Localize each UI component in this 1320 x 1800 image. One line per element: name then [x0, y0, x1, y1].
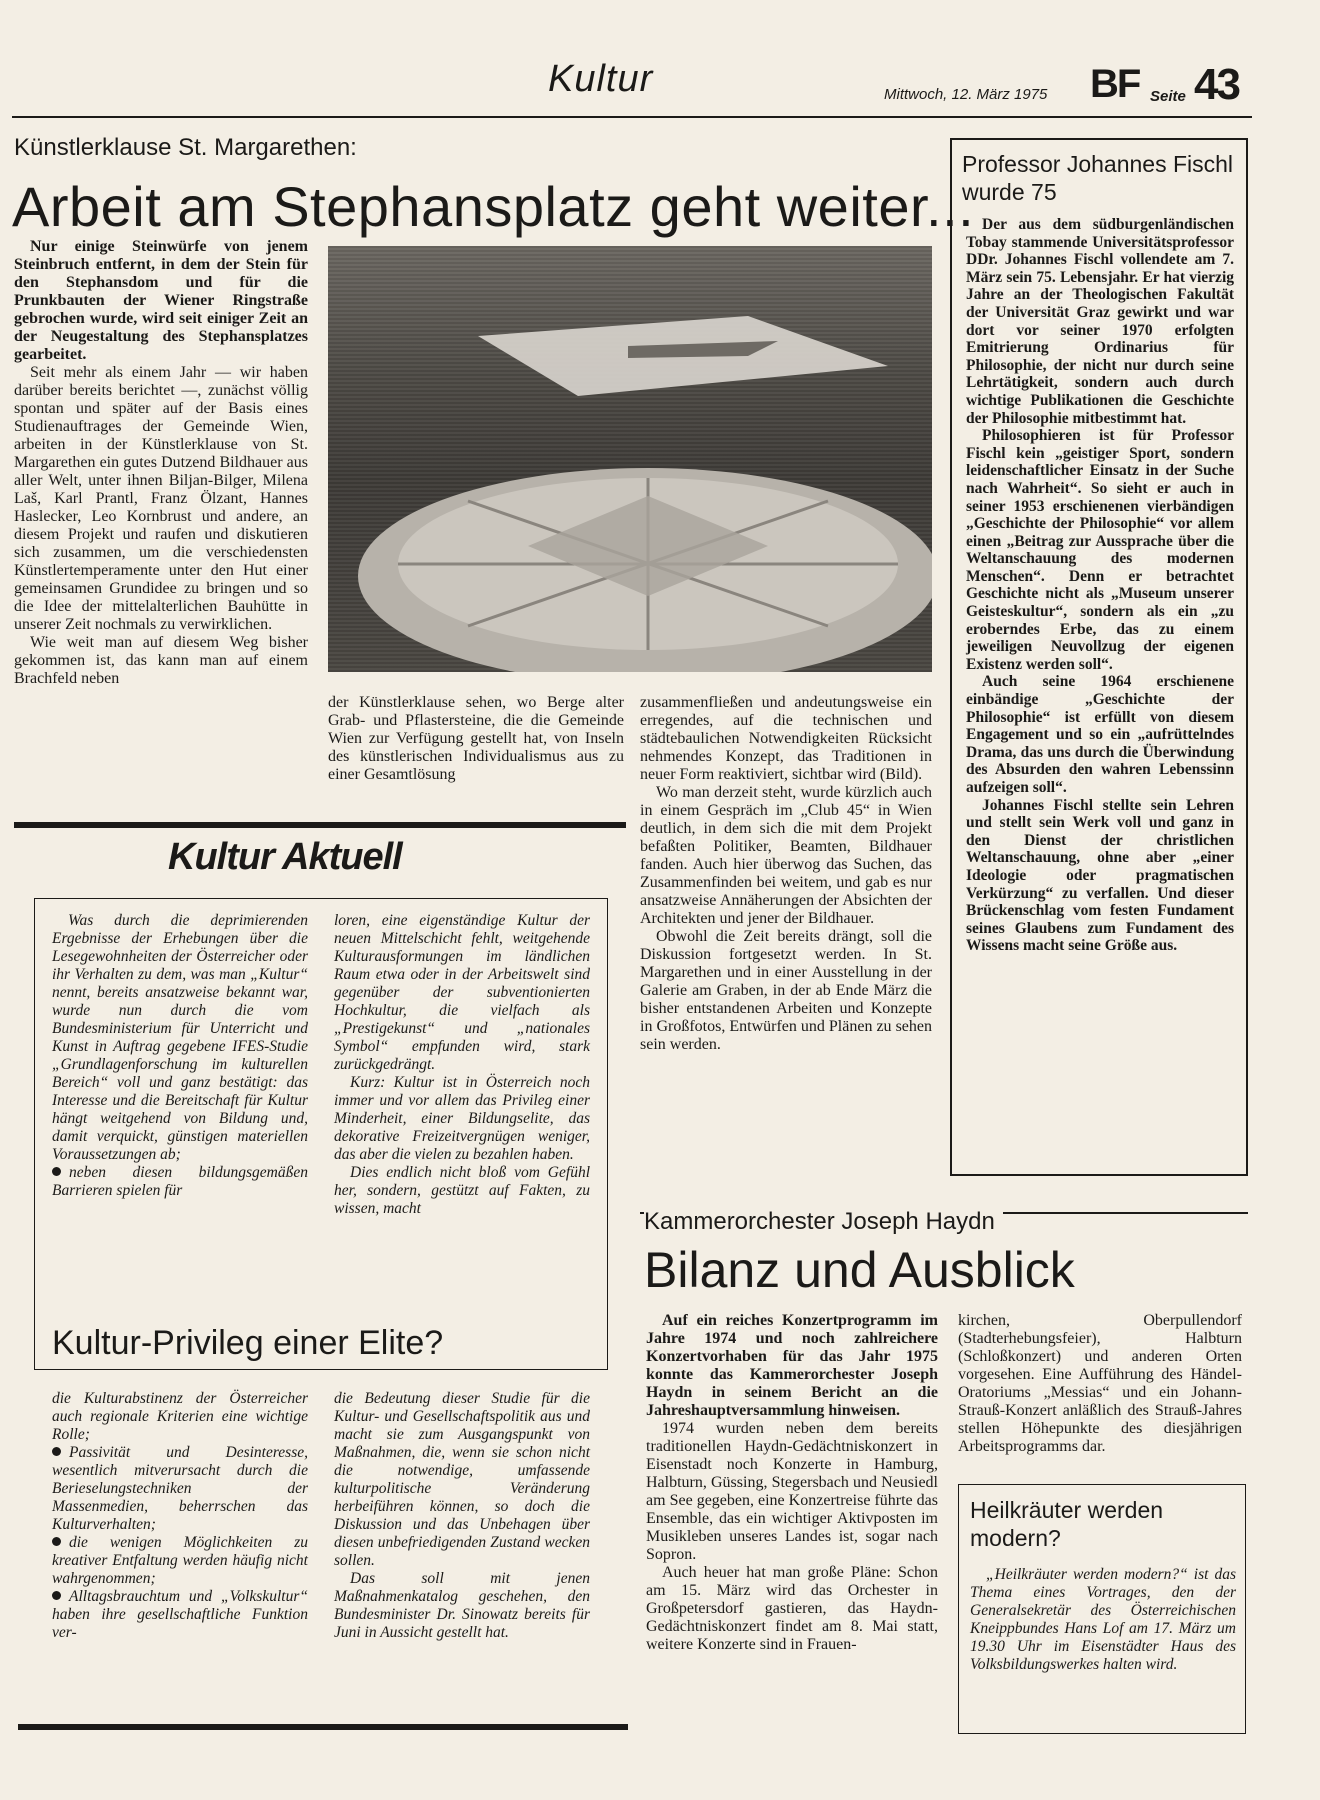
section-title: Kultur — [548, 58, 654, 100]
main-paragraph: Wo man derzeit steht, wurde kürzlich auch in einem Gespräch im „Club 45“ in Wien deutlich, in dem sich die mit dem Projekt befaßten Politiker, Beamten, Bildhauer fanden. Auch hier überwog das Suchen, das Zusammenfinden bei weitem, und gab es nur ansatzweise Annäherungen der Absichten der Architekten und jener der Bildhauer. — [640, 784, 932, 927]
masthead-rule — [12, 116, 1252, 118]
haydn-paragraph: 1974 wurden neben dem bereits traditionellen Haydn-Gedächtniskonzert in Eisenstadt noch Konzerte in Hamburg, Halbturn, Güssing, Stegersbach und Neusiedl am See gegeben, eine Konzertreise führte das Ensemble, das ein wichtiger Aktivposten im Musikleben unseres Landes ist, sogar nach Sopron. — [646, 1420, 938, 1563]
kultur-privileg-col1 — [52, 1390, 308, 1642]
heilkraeuter-title: Heilkräuter werden modern? — [970, 1497, 1164, 1551]
kultur-aktuell-paragraph: Was durch die deprimierenden Ergebnisse der Erhebungen über die Lesegewohnheiten der Österreicher oder ihr Verhalten zu dem, was man „Kultur“ nennt, bereits ansatzweise bekannt war, wurde nun durch die vom Bundesministerium für Unterricht und Kunst in Auftrag gegebene IFES-Studie „Grundlagenforschung im kulturellen Bereich“ voll und ganz bestätigt: das Interesse und die Bereitschaft für Kultur hängt weitgehend von Bildung und, damit verquickt, günstigen materiellen Voraussetzungen ab; — [52, 912, 308, 1163]
kultur-privileg-heading: Kultur-Privileg einer Elite? — [48, 1324, 447, 1363]
kultur-aktuell-rule — [14, 822, 626, 828]
main-headline: Arbeit am Stephansplatz geht weiter... — [12, 175, 975, 238]
kultur-privileg-bullet: die wenigen Möglichkeiten zu kreativer Entfaltung werden häufig nicht wahrgenommen; — [52, 1534, 308, 1587]
heilkraeuter-text-block — [970, 1566, 1236, 1674]
fischl-text — [966, 216, 1234, 955]
kultur-aktuell-col1 — [52, 912, 308, 1200]
fischl-paragraph: Johannes Fischl stellte sein Lehren und stellt sein Werk voll und ganz in den Dienst der christlichen Weltanschauung, ohne aber „einer Ideologie oder pragmatischen Verkürzung“ zu verfallen. Und dieser Brückenschlag vom festen Fundament seines Glaubens zum Fundament des Wissens macht seine Größe aus. — [966, 796, 1234, 955]
bottom-rule — [18, 1724, 628, 1730]
kultur-privileg-bullet: Passivität und Desinteresse, wesentlich mitverursacht durch die Berieselungstechniken der Massenmedien, beherrschen das Kulturverhalten; — [52, 1444, 308, 1533]
haydn-col1 — [646, 1312, 938, 1654]
main-paragraph: Seit mehr als einem Jahr — wir haben darüber bereits berichtet —, zunächst völlig spontan und später auf der Basis eines Studienauftrages der Gemeinde Wien, arbeiten in der Künstlerklause von St. Margarethen ein gutes Dutzend Bildhauer aus aller Welt, unter ihnen Biljan-Bilger, Milena Laš, Karl Prantl, Franz Ölzant, Hannes Haslecker, Leo Kornbrust und andere, an diesem Projekt und raufen und diskutieren sich zusammen, um die verschiedensten Künstlertemperamente unter den Hut einer gemeinsamen Grundidee zu bringen und so die Idee der mittelalterlichen Bauhütte in unserer Zeit nochmals zu verwirklichen. — [14, 364, 308, 633]
bullet-icon — [52, 1537, 61, 1546]
haydn-col2 — [958, 1312, 1242, 1456]
main-paragraph: Obwohl die Zeit bereits drängt, soll die Diskussion fortgesetzt werden. In St. Margarethen und in einer Ausstellung in der Galerie am Graben, in der ab Ende März die bisher entstandenen Arbeiten und Konzepte in Großfotos, Entwürfen und Plänen zu sehen sein werden. — [640, 928, 932, 1053]
haydn-paragraph: Auch heuer hat man große Pläne: Schon am 15. März wird das Orchester in Großpetersdorf gastieren, das Haydn-Gedächtniskonzert findet am 8. Mai statt, weitere Konzerte sind in Frauen- — [646, 1564, 938, 1653]
haydn-headline: Bilanz und Ausblick — [644, 1242, 1075, 1298]
kultur-aktuell-paragraph: Kurz: Kultur ist in Österreich noch immer und vor allem das Privileg einer Minderheit, einer Bildungselite, das dekorative Freizeitvergnügen weniger, das aber die vielen zu bezahlen haben. — [334, 1074, 590, 1163]
main-article-col2 — [328, 694, 624, 784]
stone-circle-illustration — [328, 246, 932, 672]
kultur-aktuell-col2 — [334, 912, 590, 1218]
main-paragraph: zusammenfließen und andeutungsweise ein erregendes, auf die technischen und städtebaulichen Notwendigkeiten Rücksicht nehmendes Konzept, das Traditionen in neuer Form reaktiviert, sichtbar wird (Bild). — [640, 694, 932, 783]
kultur-privileg-paragraph: Das soll mit jenen Maßnahmenkatalog geschehen, den Bundesminister Dr. Sinowatz bereits für Juni in Aussicht gestellt hat. — [334, 1570, 590, 1641]
fischl-title: Professor Johannes Fischl wurde 75 — [962, 151, 1234, 205]
fischl-paragraph: Philosophieren ist für Professor Fischl kein „geistiger Sport, sondern leidenschaftlicher Einsatz in der Suche nach Wahrheit“. So sieht er auch in seiner 1953 erschienenen vierbändigen „Geschichte der Philosophie“ vor allem einen „Beitrag zur Aussprache über die Weltanschauung des modernen Menschen“. Denn er betrachtet Geschichte nicht als „Museum unserer Geisteskultur“, sondern als ein „zu eroberndes Erbe, das zu einem jeweiligen Neuvollzug der eigenen Existenz werden soll“. — [966, 427, 1234, 673]
kultur-aktuell-paragraph: loren, eine eigenständige Kultur der neuen Mittelschicht fehlt, weitgehende Kulturausformungen im ländlichen Raum etwa oder in der Arbeitswelt sind gegenüber der subventionierten Hochkultur, die vielfach als „Prestigekunst“ und „nationales Symbol“ empfunden wird, stark zurückgedrängt. — [334, 912, 590, 1073]
main-paragraph: Wie weit man auf diesem Weg bisher gekommen ist, das kann man auf einem Brachfeld neben — [14, 634, 308, 687]
bullet-icon — [52, 1167, 61, 1176]
issue-date: Mittwoch, 12. März 1975 — [884, 86, 1048, 103]
stone-pavement-photo — [328, 246, 932, 672]
haydn-lead: Auf ein reiches Konzertprogramm im Jahre 1974 und noch zahlreichere Konzertvorhaben für das Jahr 1975 konnte das Kammerorchester Joseph Haydn in seinem Bericht an die Jahreshauptversammlung hinweisen. — [646, 1312, 938, 1419]
kultur-privileg-col2 — [334, 1390, 590, 1642]
fischl-paragraph: Der aus dem südburgenländischen Tobay stammende Universitätsprofessor DDr. Johannes Fischl vollendete am 7. März sein 75. Lebensjahr. Er hat vierzig Jahre an der Theologischen Fakultät der Universität Graz gewirkt und war dort vor seiner 1970 erfolgten Emitrierung Ordinarius für Philosophie, der nicht nur durch seine Lehrtätigkeit, sondern auch durch wichtige Publikationen die Geschichte der Philosophie mitbestimmt hat. — [966, 216, 1234, 427]
haydn-kicker: Kammerorchester Joseph Haydn — [644, 1208, 1003, 1236]
kultur-privileg-paragraph: die Kulturabstinenz der Österreicher auch regionale Kriterien eine wichtige Rolle; — [52, 1390, 308, 1443]
kultur-aktuell-bullet: neben diesen bildungsgemäßen Barrieren spielen für — [52, 1164, 308, 1199]
main-lead: Nur einige Steinwürfe von jenem Steinbruch entfernt, in dem der Stein für den Stephansdom und für die Prunkbauten der Wiener Ringstraße gebrochen wurde, wird seit einiger Zeit an der Neugestaltung des Stephansplatzes gearbeitet. — [14, 238, 308, 363]
kultur-aktuell-paragraph: Dies endlich nicht bloß vom Gefühl her, sondern, gestützt auf Fakten, zu wissen, macht — [334, 1164, 590, 1217]
page-number: 43 — [1194, 60, 1239, 109]
heilkraeuter-text: „Heilkräuter werden modern?“ ist das Thema eines Vortrages, den der Generalsekretär des Österreichischen Kneippbundes Hans Lof am 17. März um 19.30 Uhr im Eisenstädter Haus des Volksbildungswerkes halten wird. — [970, 1566, 1236, 1673]
bullet-icon — [52, 1447, 61, 1456]
bullet-icon — [52, 1591, 61, 1600]
main-kicker: Künstlerklause St. Margarethen: — [14, 134, 357, 161]
page-label: Seite — [1150, 88, 1186, 105]
main-article-col1 — [14, 238, 308, 688]
main-paragraph: der Künstlerklause sehen, wo Berge alter Grab- und Pflastersteine, die die Gemeinde Wien zur Verfügung gestellt hat, von Inseln des künstlerischen Individualismus aus zu einer Gesamtlösung — [328, 694, 624, 783]
haydn-paragraph: kirchen, Oberpullendorf (Stadterhebungsfeier), Halbturn (Schloßkonzert) und anderen Orten vorgesehen. Eine Aufführung des Händel-Oratoriums „Messias“ und ein Johann-Strauß-Konzert anläßlich des Strauß-Jahres stellen Höhepunkte des diesjährigen Arbeitsprogramms dar. — [958, 1312, 1242, 1455]
fischl-paragraph: Auch seine 1964 erschienene einbändige „Geschichte der Philosophie“ ist erfüllt von diesem Engagement und so ein „aufrüttelndes Drama, das uns durch die Überwindung des Absurden den wahren Lebenssinn aufzeigen soll“. — [966, 673, 1234, 796]
main-article-col3 — [640, 694, 932, 1054]
newspaper-logo: BF — [1090, 62, 1140, 106]
kultur-privileg-paragraph: die Bedeutung dieser Studie für die Kultur- und Gesellschaftspolitik aus und macht sie zum Ausgangspunkt von Maßnahmen, die, wenn sie schon nicht die notwendige, umfassende kulturpolitische Veränderung herbeiführen können, so doch die Diskussion und das Unbehagen über diesen unbefriedigenden Zustand wecken sollen. — [334, 1390, 590, 1569]
kultur-privileg-bullet: Alltagsbrauchtum und „Volkskultur“ haben ihre gesellschaftliche Funktion ver- — [52, 1588, 308, 1641]
kultur-aktuell-heading: Kultur Aktuell — [168, 836, 402, 878]
